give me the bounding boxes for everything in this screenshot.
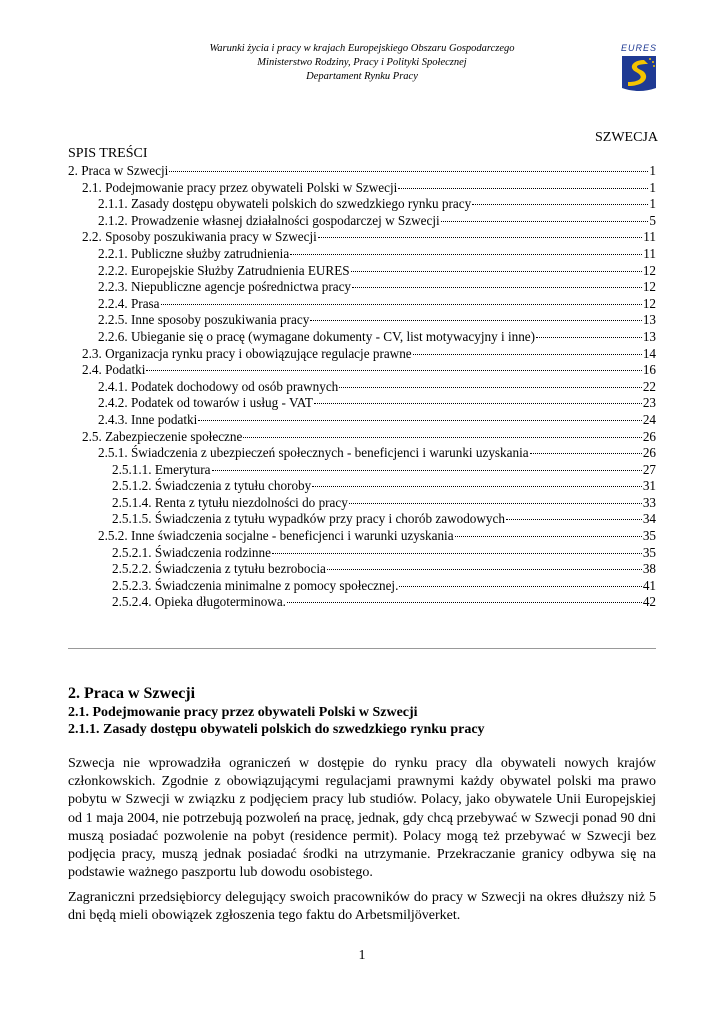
toc-entry-title: 2.5.1.5. Świadczenia z tytułu wypadków przy pracy i chorób zawodowych: [112, 511, 505, 527]
toc-leader-dots: [161, 304, 642, 305]
eures-logo: [614, 42, 664, 94]
toc-leader-dots: [536, 337, 642, 338]
toc-entry-page: 1: [649, 163, 656, 178]
toc-entry[interactable]: [68, 478, 656, 495]
toc-entry[interactable]: [68, 362, 656, 379]
toc-entry-title: 2.5.2.1. Świadczenia rodzinne: [112, 544, 271, 560]
toc-leader-dots: [287, 602, 642, 603]
toc-entry-page: 31: [642, 478, 656, 494]
toc-leader-dots: [349, 503, 642, 504]
heading-section-2-1-1: 2.1.1. Zasady dostępu obywateli polskich do szwedzkiego rynku pracy: [68, 722, 485, 737]
toc-entry-page: 12: [642, 262, 656, 278]
toc-title: SPIS TREŚCI: [68, 146, 148, 161]
eures-logo-text: EURES: [620, 43, 658, 53]
toc-entry-page: 12: [642, 295, 656, 311]
toc-entry-title: 2.2.6. Ubieganie się o pracę (wymagane dokumenty - CV, list motywacyjny i inne): [98, 328, 536, 344]
toc-leader-dots: [327, 569, 642, 570]
toc-entry-title: 2.4. Podatki: [82, 362, 146, 378]
toc-leader-dots: [441, 221, 649, 222]
toc-entry-page: 14: [642, 345, 656, 361]
toc-entry-title: 2.2.5. Inne sposoby poszukiwania pracy: [98, 312, 310, 328]
toc-entry-page: 35: [642, 528, 656, 544]
toc-entry-page: 41: [642, 577, 656, 593]
toc-entry-page: 42: [642, 594, 656, 610]
toc-entry-page: 23: [642, 395, 656, 411]
toc-leader-dots: [530, 453, 642, 454]
toc-entry-page: 12: [642, 279, 656, 295]
toc-entry[interactable]: [68, 312, 656, 329]
toc-entry[interactable]: [68, 329, 656, 346]
eures-logo-icon: [614, 42, 664, 94]
toc-entry-title: 2.3. Organizacja rynku pracy i obowiązujące regulacje prawne: [82, 345, 412, 361]
toc-leader-dots: [290, 254, 642, 255]
toc-entry-page: 5: [649, 212, 656, 228]
page-number: 1: [358, 948, 366, 963]
toc-entry[interactable]: [68, 561, 656, 578]
toc-entry-title: 2.2. Sposoby poszukiwania pracy w Szwecji: [82, 229, 317, 245]
toc-entry[interactable]: [68, 163, 656, 180]
toc-entry-page: 26: [642, 445, 656, 461]
toc-entry[interactable]: [68, 545, 656, 562]
toc-entry-title: 2.5.2. Inne świadczenia socjalne - beneficjenci i warunki uzyskania: [98, 528, 454, 544]
toc-entry-page: 26: [642, 428, 656, 444]
toc-entry[interactable]: [68, 296, 656, 313]
toc-entry-title: 2.5.1. Świadczenia z ubezpieczeń społecznych - beneficjenci i warunki uzyskania: [98, 445, 529, 461]
toc-leader-dots: [398, 188, 648, 189]
toc-entry[interactable]: [68, 263, 656, 280]
toc-entry[interactable]: [68, 213, 656, 230]
toc-entry-title: 2.5. Zabezpieczenie społeczne: [82, 428, 243, 444]
toc-leader-dots: [312, 486, 642, 487]
country-name: SZWECJA: [595, 130, 658, 145]
toc-leader-dots: [318, 237, 643, 238]
header-line-2: Ministerstwo Rodziny, Pracy i Polityki Społecznej: [257, 57, 467, 68]
toc-leader-dots: [272, 553, 642, 554]
toc-entry-page: 27: [642, 461, 656, 477]
toc-entry-page: 1: [649, 196, 656, 212]
toc-entry-title: 2.5.2.4. Opieka długoterminowa.: [112, 594, 286, 610]
toc-entry[interactable]: [68, 180, 656, 197]
toc-entry[interactable]: [68, 495, 656, 512]
toc-entry[interactable]: [68, 445, 656, 462]
toc-entry[interactable]: [68, 594, 656, 611]
toc-leader-dots: [243, 437, 641, 438]
toc-entry-title: 2.1. Podejmowanie pracy przez obywateli Polski w Szwecji: [82, 179, 398, 195]
toc-entry-page: 11: [643, 245, 656, 261]
toc-entry[interactable]: [68, 528, 656, 545]
toc-entry-page: 16: [642, 362, 656, 378]
page-header: [60, 42, 664, 84]
toc-entry-title: 2.2.4. Prasa: [98, 295, 160, 311]
toc-entry-title: 2.5.1.1. Emerytura: [112, 461, 211, 477]
toc-leader-dots: [472, 204, 648, 205]
toc-entry[interactable]: [68, 246, 656, 263]
toc-entry-title: 2.5.1.4. Renta z tytułu niezdolności do pracy: [112, 494, 348, 510]
toc-entry[interactable]: [68, 279, 656, 296]
toc-entry-title: 2.1.1. Zasady dostępu obywateli polskich do szwedzkiego rynku pracy: [98, 196, 472, 212]
toc-leader-dots: [310, 320, 641, 321]
toc-leader-dots: [146, 370, 641, 371]
toc-entry-title: 2.1.2. Prowadzenie własnej działalności gospodarczej w Szwecji: [98, 212, 440, 228]
toc-entry[interactable]: [68, 196, 656, 213]
toc-leader-dots: [314, 403, 642, 404]
toc-entry[interactable]: [68, 395, 656, 412]
toc-leader-dots: [351, 271, 642, 272]
toc-leader-dots: [198, 420, 642, 421]
toc-entry-page: 13: [642, 312, 656, 328]
toc-entry-page: 35: [642, 544, 656, 560]
toc-entry[interactable]: [68, 462, 656, 479]
toc-entry[interactable]: [68, 346, 656, 363]
toc-entry-title: 2.4.2. Podatek od towarów i usług - VAT: [98, 395, 313, 411]
body-paragraph: Zagraniczni przedsiębiorcy delegujący swoich pracowników do pracy w Szwecji na okres dłuższy niż 5 dni będą mieli obowiązek zgłoszenia tego faktu do Arbetsmiljöverket.: [68, 890, 656, 924]
toc-leader-dots: [352, 287, 642, 288]
heading-section-2-1: 2.1. Podejmowanie pracy przez obywateli Polski w Szwecji: [68, 705, 418, 720]
toc-entry-title: 2.2.3. Niepubliczne agencje pośrednictwa pracy: [98, 279, 352, 295]
toc-leader-dots: [339, 387, 642, 388]
toc-entry-title: 2.2.1. Publiczne służby zatrudnienia: [98, 245, 290, 261]
toc-entry[interactable]: [68, 511, 656, 528]
toc-entry-title: 2.5.2.3. Świadczenia minimalne z pomocy społecznej.: [112, 577, 399, 593]
toc-entry-page: 1: [649, 179, 656, 195]
table-of-contents: [68, 163, 656, 611]
toc-entry-title: 2.4.1. Podatek dochodowy od osób prawnych: [98, 378, 339, 394]
toc-entry[interactable]: [68, 429, 656, 446]
toc-entry-title: 2.5.2.2. Świadczenia z tytułu bezrobocia: [112, 561, 326, 577]
toc-entry[interactable]: [68, 412, 656, 429]
toc-entry[interactable]: [68, 379, 656, 396]
toc-entry-title: 2.2.2. Europejskie Służby Zatrudnienia EURES: [98, 262, 350, 278]
toc-leader-dots: [212, 470, 642, 471]
body-paragraph: Szwecja nie wprowadziła ograniczeń w dostępie do rynku pracy dla obywateli nowych krajów członkowskich. Zgodnie z obowiązującymi regulacjami prawnymi każdy obywatel polski ma prawo pobytu w Szwecji w związku z podjęciem pracy lub studiów. Polacy, jako obywatele Unii Europejskiej od 1 maja 2004, nie potrzebują pozwoleń na pracę, jednak, gdy chcą przebywać w Szwecji ponad 90 dni muszą posiadać pozwolenie na pobyt (residence permit). Polacy mogą też przebywać w Szwecji bez podjęcia pracy, muszą jednak posiadać środki na utrzymanie. Przekraczanie granicy odbywa się na podstawie ważnego paszportu lub dowodu osobistego.: [68, 756, 656, 881]
toc-leader-dots: [506, 519, 642, 520]
toc-entry-title: 2. Praca w Szwecji: [68, 163, 169, 178]
toc-leader-dots: [169, 171, 648, 172]
header-line-1: Warunki życia i pracy w krajach Europejskiego Obszaru Gospodarczego: [209, 43, 515, 54]
toc-leader-dots: [399, 586, 641, 587]
toc-entry-page: 24: [642, 411, 656, 427]
header-line-3: Departament Rynku Pracy: [306, 71, 418, 82]
toc-entry[interactable]: [68, 229, 656, 246]
toc-entry-page: 13: [642, 328, 656, 344]
toc-entry-page: 33: [642, 494, 656, 510]
toc-entry-title: 2.5.1.2. Świadczenia z tytułu choroby: [112, 478, 312, 494]
heading-section-2: 2. Praca w Szwecji: [68, 685, 196, 702]
toc-leader-dots: [413, 354, 642, 355]
section-divider: [68, 648, 656, 649]
toc-entry-page: 38: [642, 561, 656, 577]
toc-entry-page: 11: [643, 229, 656, 245]
toc-entry-title: 2.4.3. Inne podatki: [98, 411, 198, 427]
toc-entry-page: 22: [642, 378, 656, 394]
toc-leader-dots: [455, 536, 642, 537]
toc-entry[interactable]: [68, 578, 656, 595]
toc-entry-page: 34: [642, 511, 656, 527]
